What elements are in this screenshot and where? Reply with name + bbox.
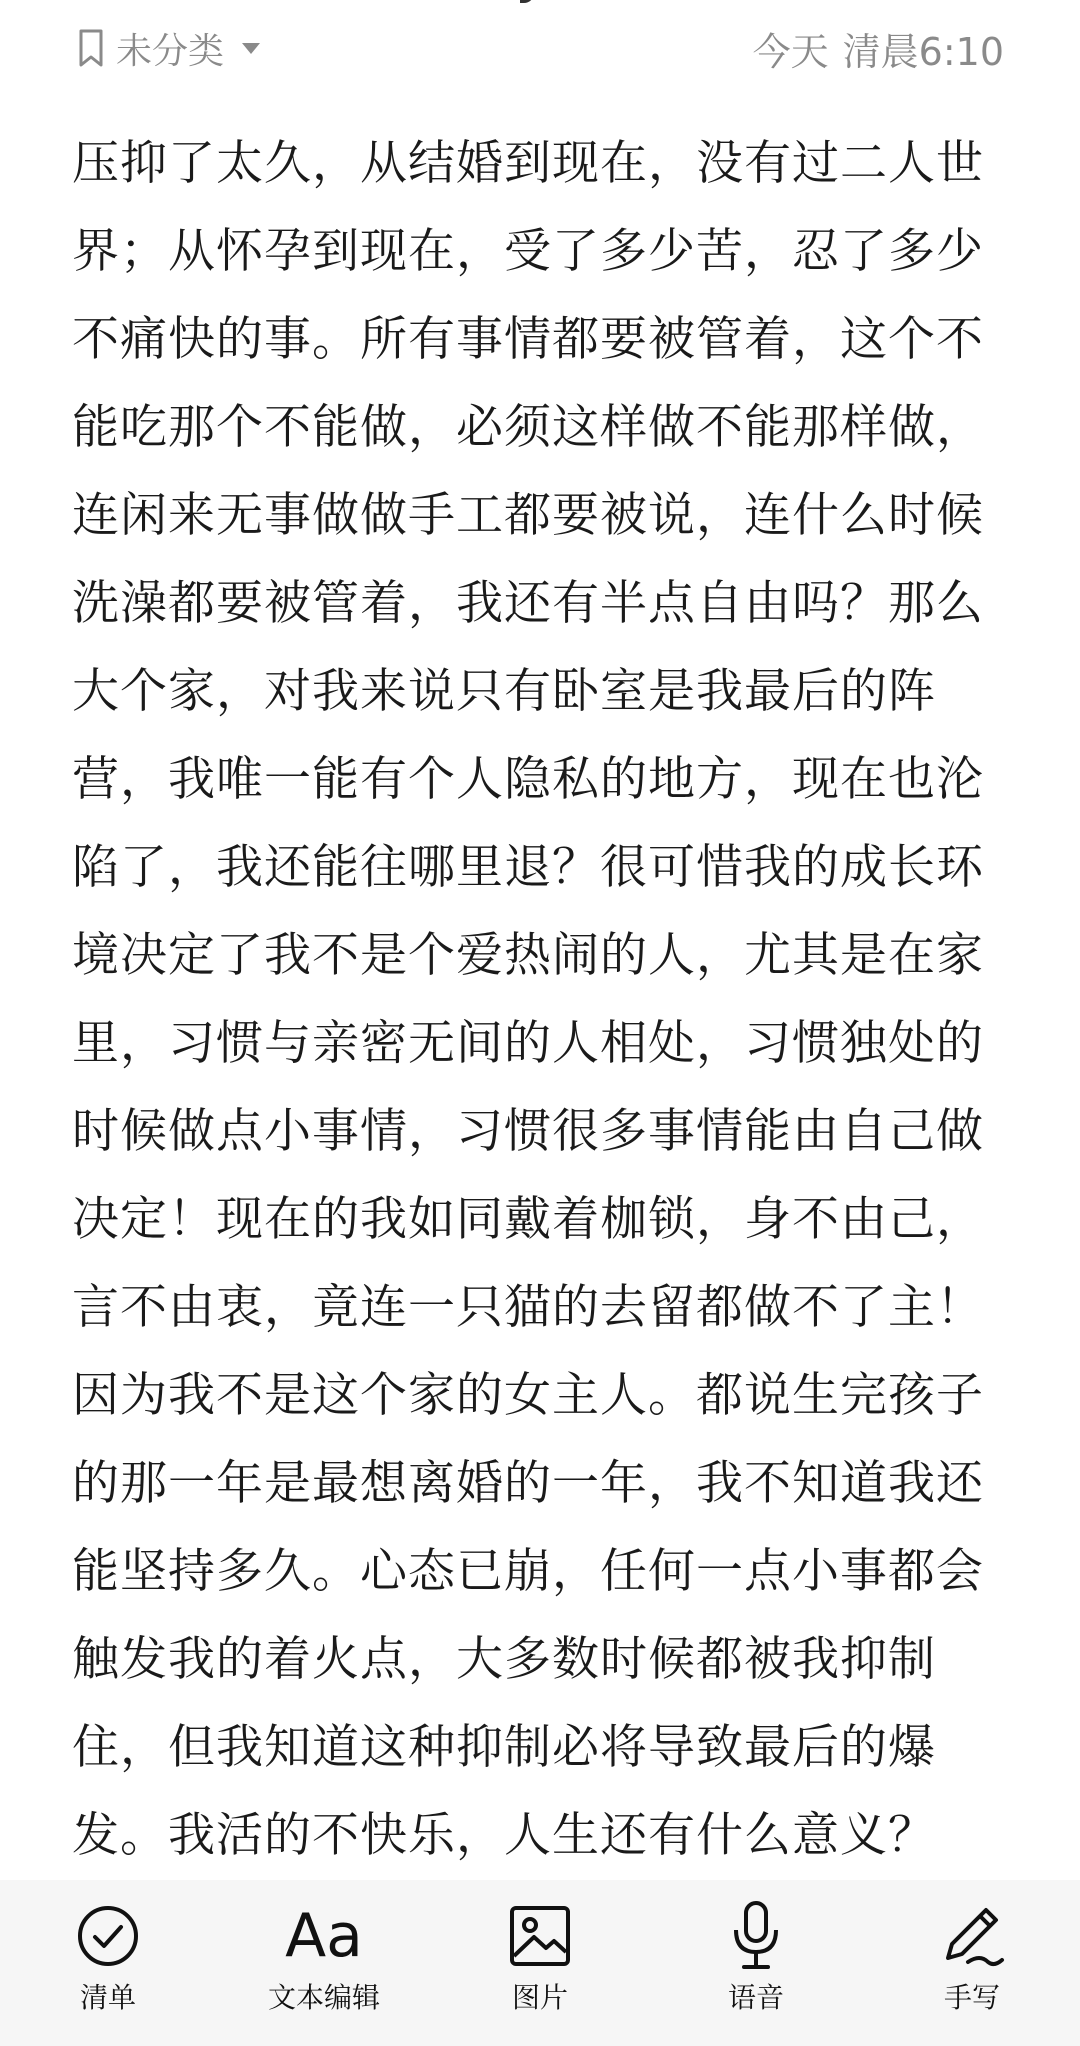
text-line: 能吃那个不能做，必须这样做不能那样做，: [72, 400, 984, 455]
text-line: 洗澡都要被管着，我还有半点自由吗？那么: [72, 576, 984, 631]
text-line: 不痛快的事。所有事情都要被管着，这个不: [72, 312, 984, 367]
text-line: 营，我唯一能有个人隐私的地方，现在也沦: [72, 752, 984, 807]
microphone-icon: [730, 1900, 782, 1972]
voice-label: 语音: [727, 1981, 784, 2014]
text-line: 住，但我知道这种抑制必将导致最后的爆: [72, 1720, 936, 1775]
note-timestamp: [753, 22, 1004, 74]
image-button[interactable]: [450, 1898, 630, 2028]
time-label: 清晨6:10: [842, 29, 1004, 74]
image-label: 图片: [511, 1981, 568, 2014]
text-line: 时候做点小事情，习惯很多事情能由自己做: [72, 1104, 984, 1159]
checklist-button[interactable]: [18, 1898, 198, 2028]
text-line: 压抑了太久，从结婚到现在，没有过二人世: [72, 136, 984, 191]
text-format-icon: Aa: [285, 1901, 363, 1971]
text-line: 的那一年是最想离婚的一年，我不知道我还: [72, 1456, 984, 1511]
image-icon: [508, 1904, 572, 1968]
text-line: 陷了，我还能往哪里退？很可惜我的成长环: [72, 840, 984, 895]
checklist-label: 清单: [79, 1981, 136, 2014]
note-body[interactable]: [72, 120, 1002, 1880]
text-line: 大个家，对我来说只有卧室是我最后的阵: [72, 664, 936, 719]
check-circle-icon: [76, 1904, 140, 1968]
caret-down-icon: [240, 37, 262, 59]
handwriting-label: 手写: [943, 1981, 1000, 2014]
text-line: 境决定了我不是个爱热闹的人，尤其是在家: [72, 928, 984, 983]
bookmark-icon: [76, 28, 106, 68]
note-header: [0, 0, 1080, 96]
handwriting-button[interactable]: [882, 1898, 1062, 2028]
text-format-label: 文本编辑: [267, 1981, 380, 2014]
text-line: 言不由衷，竟连一只猫的去留都做不了主！: [72, 1280, 984, 1335]
text-line: 决定！现在的我如同戴着枷锁，身不由己，: [72, 1192, 984, 1247]
text-line: 界；从怀孕到现在，受了多少苦，忍了多少: [72, 224, 984, 279]
text-line: 里，习惯与亲密无间的人相处，习惯独处的: [72, 1016, 984, 1071]
bottom-toolbar: [0, 1880, 1080, 2046]
text-line: 能坚持多久。心态已崩，任何一点小事都会: [72, 1544, 984, 1599]
text-line: 发。我活的不快乐，人生还有什么意义？: [72, 1808, 936, 1863]
date-label: 今天: [752, 29, 829, 74]
voice-button[interactable]: [666, 1898, 846, 2028]
text-line: 触发我的着火点，大多数时候都被我抑制: [72, 1632, 936, 1687]
pen-icon: [938, 1902, 1006, 1970]
text-line: 因为我不是这个家的女主人。都说生完孩子: [72, 1368, 984, 1423]
text-format-button[interactable]: [234, 1898, 414, 2028]
category-label: 未分类: [116, 30, 225, 72]
category-selector[interactable]: [76, 22, 262, 74]
text-line: 连闲来无事做做手工都要被说，连什么时候: [72, 488, 984, 543]
